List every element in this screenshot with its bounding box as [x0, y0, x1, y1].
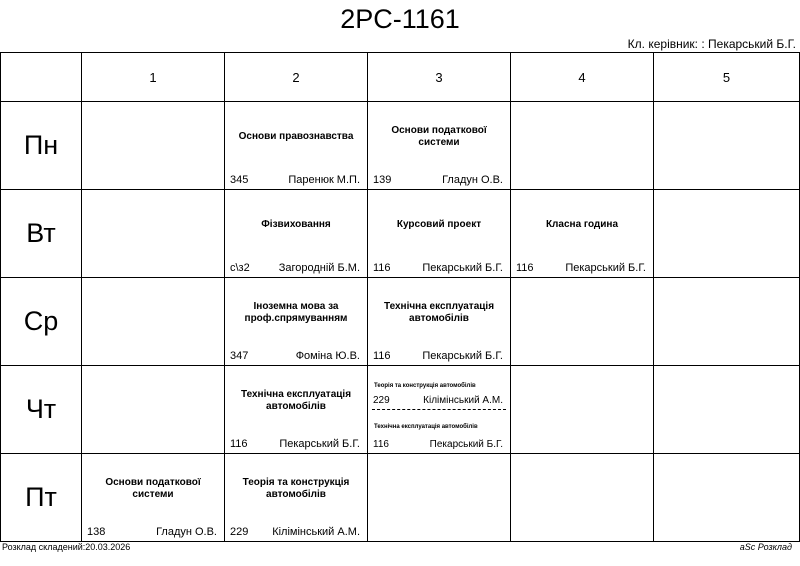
lesson-cell[interactable]: [225, 102, 368, 190]
room: 229: [373, 395, 390, 406]
day-label: Пт: [1, 454, 82, 542]
day-row-tue: [1, 190, 800, 278]
empty-cell: [511, 366, 654, 454]
subject: Технічна експлуатація автомобілів: [374, 424, 478, 430]
room: 345: [230, 174, 249, 186]
lesson-teacher: Пекарський Б.Г.: [429, 439, 503, 450]
split-lesson-b[interactable]: [372, 410, 506, 453]
room: 116: [230, 438, 248, 450]
room: 116: [373, 350, 391, 362]
day-label: Чт: [1, 366, 82, 454]
subject: Основи правознавства: [238, 130, 354, 142]
lesson-cell[interactable]: [225, 366, 368, 454]
empty-cell: [654, 102, 800, 190]
split-lesson-a[interactable]: [372, 366, 506, 410]
lesson-cell[interactable]: [368, 278, 511, 366]
empty-cell: [511, 278, 654, 366]
day-label: Вт: [1, 190, 82, 278]
timetable: [0, 52, 800, 542]
room: 116: [516, 262, 534, 274]
period-header: 5: [654, 53, 800, 102]
period-header: 1: [82, 53, 225, 102]
subject: Основи податкової системи: [391, 124, 487, 148]
lesson-cell[interactable]: [225, 454, 368, 542]
lesson-teacher: Кілімінський А.М.: [272, 526, 360, 538]
empty-cell: [82, 366, 225, 454]
room: 139: [373, 174, 392, 186]
lesson-cell[interactable]: [225, 190, 368, 278]
day-row-wed: [1, 278, 800, 366]
day-row-fri: [1, 454, 800, 542]
subject: Теорія та конструкція автомобілів: [242, 476, 350, 500]
lesson-teacher: Паренюк М.П.: [288, 174, 360, 186]
page-title: 2PC-1161: [340, 4, 460, 34]
software-credit: aSc Розклад: [739, 542, 792, 552]
lesson-teacher: Пекарський Б.Г.: [422, 262, 503, 274]
period-header: 4: [511, 53, 654, 102]
room: 347: [230, 350, 249, 362]
lesson-cell[interactable]: [511, 190, 654, 278]
lesson-teacher: Пекарський Б.Г.: [565, 262, 646, 274]
subject: Основи податкової системи: [105, 476, 201, 500]
lesson-cell[interactable]: [225, 278, 368, 366]
subject: Фізвиховання: [261, 218, 331, 230]
empty-cell: [654, 278, 800, 366]
empty-cell: [368, 454, 511, 542]
day-label: Пн: [1, 102, 82, 190]
room: 229: [230, 526, 249, 538]
room: 116: [373, 262, 391, 274]
subject: Технічна експлуатація автомобілів: [240, 388, 352, 412]
empty-cell: [654, 366, 800, 454]
subject: Курсовий проект: [396, 218, 482, 230]
empty-cell: [511, 102, 654, 190]
generated-date: Розклад складений:20.03.2026: [2, 542, 131, 552]
subject: Іноземна мова за проф.спрямуванням: [244, 300, 348, 324]
empty-cell: [654, 190, 800, 278]
lesson-teacher: Пекарський Б.Г.: [279, 438, 360, 450]
lesson-teacher: Кілімінський А.М.: [423, 395, 503, 406]
empty-cell: [654, 454, 800, 542]
lesson-teacher: Гладун О.В.: [442, 174, 503, 186]
empty-cell: [82, 102, 225, 190]
lesson-teacher: Загородній Б.М.: [278, 262, 360, 274]
lesson-cell[interactable]: [82, 454, 225, 542]
empty-cell: [82, 278, 225, 366]
lesson-teacher: Пекарський Б.Г.: [422, 350, 503, 362]
period-header: 2: [225, 53, 368, 102]
room: с\з2: [230, 262, 250, 274]
empty-cell: [82, 190, 225, 278]
period-header: 3: [368, 53, 511, 102]
split-lesson-cell[interactable]: [368, 366, 511, 454]
subject: Класна година: [545, 218, 619, 230]
day-row-mon: [1, 102, 800, 190]
subject: Теорія та конструкція автомобілів: [374, 383, 476, 389]
empty-cell: [511, 454, 654, 542]
room: 138: [87, 526, 106, 538]
corner-cell: [1, 53, 82, 102]
class-teacher: Кл. керівник: : Пекарський Б.Г.: [627, 37, 796, 51]
lesson-teacher: Гладун О.В.: [156, 526, 217, 538]
day-row-thu: [1, 366, 800, 454]
room: 116: [373, 439, 389, 450]
lesson-cell[interactable]: [368, 102, 511, 190]
lesson-cell[interactable]: [368, 190, 511, 278]
day-label: Ср: [1, 278, 82, 366]
lesson-teacher: Фоміна Ю.В.: [295, 350, 360, 362]
subject: Технічна експлуатація автомобілів: [383, 300, 495, 324]
header-row: [1, 53, 800, 102]
